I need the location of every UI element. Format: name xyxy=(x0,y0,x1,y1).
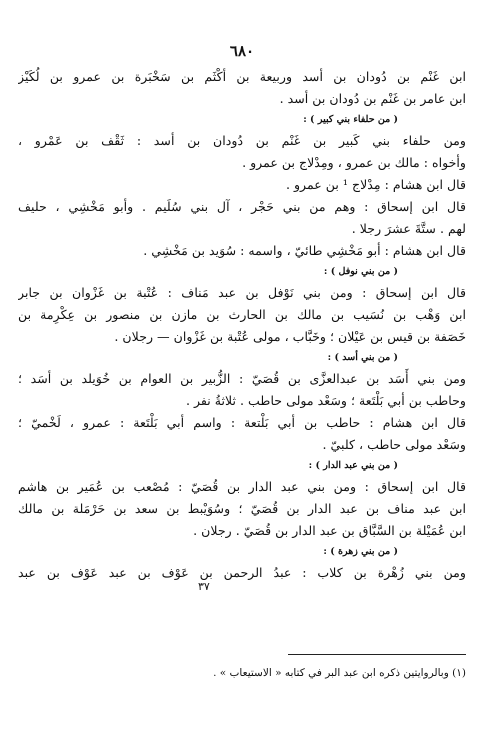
section-heading: ( من بني زهرة ) : xyxy=(323,546,398,557)
section-heading: ( من بني نوفل ) : xyxy=(323,266,398,277)
text-line: قال ابن هشام : حاطب بن أبي بَلْتعة : واسم أبي بَلْتَعة : عمرو ، لَخْميّ ؛ xyxy=(18,415,466,430)
section-heading: ( من حلفاء بني كبير ) : xyxy=(303,114,398,125)
text-line: ابن عبد مناف بن عبد الدار بن قُصَيّ ؛ وسُوَيْبط بن سعد بن حَرْمَلة بن مالك xyxy=(18,501,466,516)
text-line: قال ابن إسحاق : ومن بني نَوْفل بن عبد مَناف : عُتْبة بن غَزْوان بن جابر xyxy=(18,285,466,300)
section-heading: ( من بني أسد ) : xyxy=(327,352,398,363)
text-line: قال ابن إسحاق : وهم من بني حَجْر ، آل بني سُلَيم . وأبو مَخْشِي ، حليف xyxy=(18,199,466,214)
main-text xyxy=(18,66,466,584)
footnote: (١) وبالروايتين ذكره ابن عبد البر في كتابه « الاستيعاب » . xyxy=(213,667,466,679)
page-number: ٦٨٠ xyxy=(229,42,255,60)
text-line: وأخواه : مالك بن عمرو ، ومِدْلاج بن عمرو . xyxy=(242,155,466,170)
text-line: ومن حلفاء بني كَبير بن غَنْم بن دُودان بن أسد : ثَقْف بن عَمْرو ، xyxy=(18,133,466,148)
text-line: لهم . ستَّةَ عشرَ رجلا . xyxy=(351,221,466,236)
text-line: ابن عامر بن غَنْم بن دُودان بن أسد . xyxy=(279,91,466,106)
text-line: ابن عُمَيْلة بن السَّبَّاق بن عبد الدار بن قُصَيّ . رجلان . xyxy=(193,523,466,538)
text-line: قال ابن هشام : مِدْلاج ¹ بن عمرو . xyxy=(285,177,466,192)
margin-mark: ٣٧ xyxy=(198,580,210,593)
text-line: ومن بني أَسَد بن عبدالعزَّى بن قُصَيّ : الزُّبير بن العوام بن خُوَيلد بن أسَد ؛ xyxy=(18,371,466,386)
text-line: قال ابن إسحاق : ومن بني عبد الدار بن قُصَيّ : مُصْعب بن عُمَير بن هاشم xyxy=(18,479,466,494)
text-line: خَصَفة بن قيس بن عَيْلان ؛ وخَبَّاب ، مولى عُتْبة بن غَزْوان — رجلان . xyxy=(114,329,466,344)
text-line: وحاطب بن أبي بَلْتَعة ؛ وسَعْد مولى حاطب . ثلاثةُ نفر . xyxy=(185,393,466,408)
text-line: ابن وَهْب بن نُسَيب بن مالك بن الحارث بن مازن بن منصور بن عِكْرِمة بن xyxy=(18,307,466,322)
section-heading: ( من بني عبد الدار ) : xyxy=(308,460,398,471)
text-line: ومن بني زُهْرة بن كلاب : عبدُ الرحمن بن عَوْف بن عبد عَوْف بن عبد xyxy=(18,565,466,580)
footnote-rule xyxy=(288,654,466,655)
text-line: وسَعْد مولى حاطب ، كلبيّ . xyxy=(322,437,466,452)
text-line: ابن غَنْم بن دُودان بن أسد وربيعة بن أكْثَم بن سَخْبَرة بن عمرو بن لُكَيْز xyxy=(18,69,466,84)
text-line: قال ابن هشام : أبو مَخْشِي طائيّ ، واسمه : سُوَيد بن مَخْشِي . xyxy=(143,243,466,258)
